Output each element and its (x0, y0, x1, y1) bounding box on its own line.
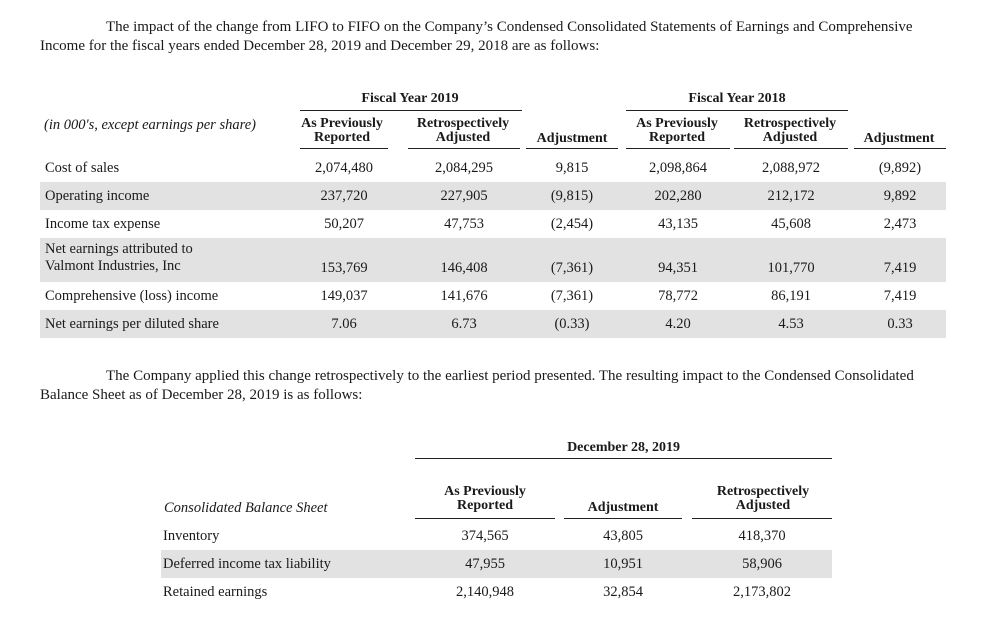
group-rule-2018 (626, 110, 848, 111)
group-header-2018: Fiscal Year 2018 (688, 91, 786, 106)
cell: 2,084,295 (435, 160, 493, 176)
cell: 47,955 (465, 556, 505, 572)
cell: 2,088,972 (762, 160, 820, 176)
cell: 141,676 (440, 288, 488, 304)
col-header-adj-2018: Adjustment (863, 131, 935, 146)
row-label: Retained earnings (163, 584, 268, 600)
row-label: Comprehensive (loss) income (45, 288, 219, 304)
group-header-2019: Fiscal Year 2019 (361, 91, 459, 106)
cell: 58,906 (742, 556, 782, 572)
cell: 2,473 (883, 216, 917, 232)
cell: 202,280 (654, 188, 702, 204)
cell: 10,951 (603, 556, 643, 572)
cell: 9,892 (883, 188, 917, 204)
table-row (161, 550, 832, 578)
cell: 2,173,802 (733, 584, 791, 600)
cell: 374,565 (461, 528, 509, 544)
balance-sheet-label-header: Consolidated Balance Sheet (164, 500, 328, 516)
table-row (161, 522, 832, 550)
col-header-adj-2019: Adjustment (536, 131, 608, 146)
cell: (9,892) (878, 160, 922, 176)
col-rule-retro (692, 518, 832, 519)
cell: 101,770 (767, 260, 815, 276)
cell: 47,753 (444, 216, 484, 232)
cell: (7,361) (550, 260, 594, 276)
col-header-prev-2019: As Previously Reported (301, 116, 383, 145)
cell: 6.73 (451, 316, 477, 332)
table-row (40, 210, 946, 238)
cell: 43,805 (603, 528, 643, 544)
unit-note: (in 000's, except earnings per share) (44, 117, 256, 133)
col-rule-adj-2019 (526, 148, 618, 149)
table-row (40, 154, 946, 182)
table-row (161, 578, 832, 606)
cell: 4.20 (665, 316, 691, 332)
col-header-prev-2018: As Previously Reported (636, 116, 718, 145)
col-rule-retro-2018 (734, 148, 848, 149)
row-label: Net earnings attributed to Valmont Industries, Inc (45, 241, 193, 274)
row-label: Income tax expense (45, 216, 161, 232)
col-rule-prev (415, 518, 555, 519)
table-row (40, 238, 946, 282)
cell: 227,905 (440, 188, 488, 204)
cell: 2,074,480 (315, 160, 373, 176)
col-rule-adj-2018 (854, 148, 946, 149)
cell: (9,815) (550, 188, 594, 204)
cell: 32,854 (603, 584, 643, 600)
cell: 7,419 (883, 288, 917, 304)
cell: 149,037 (320, 288, 368, 304)
cell: 146,408 (440, 260, 488, 276)
cell: 0.33 (887, 316, 913, 332)
col-rule-prev-2019 (300, 148, 388, 149)
cell: 7.06 (331, 316, 357, 332)
col-header-retro-2018: Retrospectively Adjusted (743, 116, 837, 145)
cell: 94,351 (658, 260, 698, 276)
cell: 418,370 (738, 528, 786, 544)
intro-paragraph (40, 18, 940, 56)
col-rule-prev-2018 (626, 148, 730, 149)
table-row (40, 282, 946, 310)
col-rule-adj (564, 518, 682, 519)
col-header-retro-2019: Retrospectively Adjusted (416, 116, 510, 145)
col-rule-retro-2019 (408, 148, 520, 149)
intro-text: The impact of the change from LIFO to FIFO on the Company’s Condensed Consolidated Statements of Earnings and Comprehensive Income for the fiscal years ended December 28, 2019 and December 29, 2018 are as follows: (40, 19, 913, 54)
cell: 2,140,948 (456, 584, 514, 600)
cell: 153,769 (320, 260, 368, 276)
cell: 43,135 (658, 216, 698, 232)
cell: 237,720 (320, 188, 368, 204)
cell: 212,172 (767, 188, 815, 204)
cell: 4.53 (778, 316, 804, 332)
row-label: Deferred income tax liability (163, 556, 331, 572)
row-label: Inventory (163, 528, 220, 544)
col-header-adj: Adjustment (587, 500, 659, 515)
cell: 9,815 (555, 160, 589, 176)
row-label: Net earnings per diluted share (45, 316, 219, 332)
cell: 45,608 (771, 216, 811, 232)
cell: 7,419 (883, 260, 917, 276)
cell: 2,098,864 (649, 160, 707, 176)
row-label: Operating income (45, 188, 150, 204)
balance-sheet-paragraph (40, 367, 940, 405)
row-label: Cost of sales (45, 160, 120, 176)
cell: (2,454) (550, 216, 594, 232)
group-rule-date (415, 458, 832, 459)
group-header-date: December 28, 2019 (567, 440, 680, 455)
col-header-retro: Retrospectively Adjusted (716, 484, 810, 513)
cell: (7,361) (550, 288, 594, 304)
table-row (40, 310, 946, 338)
table-row (40, 182, 946, 210)
cell: (0.33) (554, 316, 590, 332)
col-header-prev: As Previously Reported (444, 484, 526, 513)
cell: 50,207 (324, 216, 364, 232)
cell: 78,772 (658, 288, 698, 304)
balance-sheet-text: The Company applied this change retrospectively to the earliest period presented. The resulting impact to the Condensed Consolidated Balance Sheet as of December 28, 2019 is as follows: (40, 368, 914, 403)
group-rule-2019 (300, 110, 522, 111)
cell: 86,191 (771, 288, 811, 304)
